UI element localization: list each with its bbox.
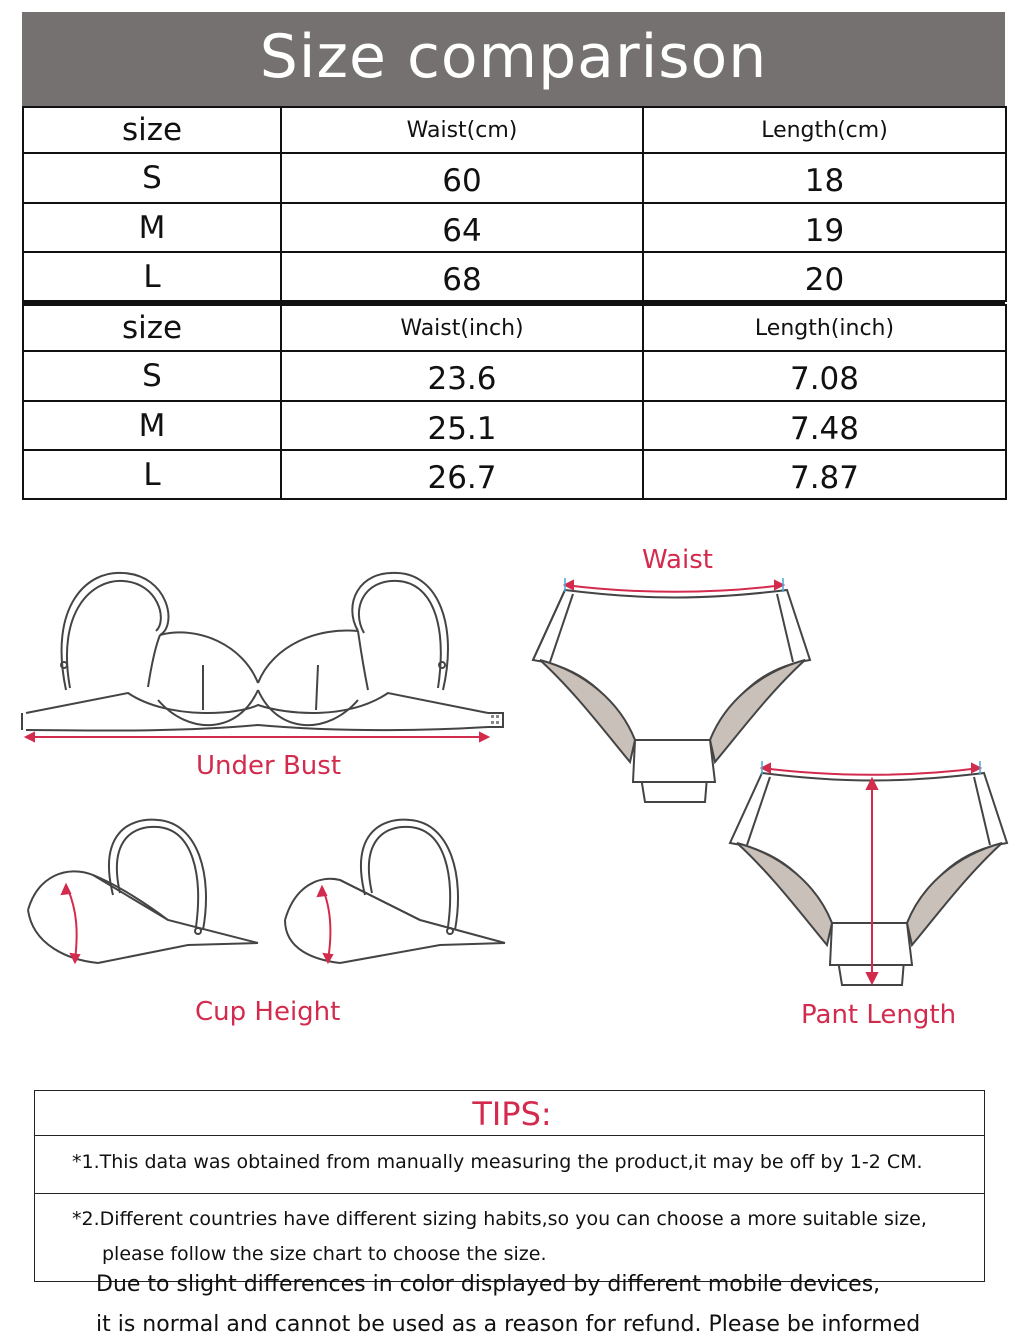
waist-cell: 26.7 <box>281 450 643 499</box>
tips-title: TIPS: <box>472 1095 552 1133</box>
waist-label: Waist <box>642 545 713 575</box>
under-bust-label: Under Bust <box>196 751 342 781</box>
size-cell: S <box>23 153 281 203</box>
footnote-line-2: it is normal and cannot be used as a reason for refund. Please be informed <box>96 1312 921 1337</box>
table-row <box>23 351 1006 401</box>
column-header: size <box>23 107 281 153</box>
table-header-row <box>23 305 1006 351</box>
tip-1-text: *1.This data was obtained from manually measuring the product,it may be off by 1-2 CM. <box>72 1151 923 1173</box>
table-row <box>23 401 1006 450</box>
length-cell: 20 <box>643 252 1006 301</box>
footnote-line-1: Due to slight differences in color displayed by different mobile devices, <box>96 1272 881 1297</box>
pant-length-label: Pant Length <box>801 1000 957 1030</box>
table-row <box>23 450 1006 499</box>
column-header: Waist(inch) <box>281 305 643 351</box>
table-row <box>23 252 1006 301</box>
waist-cell: 68 <box>281 252 643 301</box>
waist-cell: 23.6 <box>281 351 643 401</box>
cup-side-illustration-left <box>18 815 258 975</box>
column-header: Length(cm) <box>643 107 1006 153</box>
panty-length-illustration <box>722 755 1022 995</box>
size-table-inch <box>22 304 1007 500</box>
size-table-cm <box>22 106 1007 302</box>
bra-front-illustration <box>18 565 518 750</box>
size-cell: L <box>23 450 281 499</box>
length-cell: 7.87 <box>643 450 1006 499</box>
tip-2-text-continued: please follow the size chart to choose the size. <box>102 1243 547 1265</box>
cup-side-illustration-right <box>280 815 520 975</box>
table-row <box>23 153 1006 203</box>
size-cell: M <box>23 401 281 450</box>
length-cell: 18 <box>643 153 1006 203</box>
size-cell: L <box>23 252 281 301</box>
table-header-row <box>23 107 1006 153</box>
tip-2-text: *2.Different countries have different sizing habits,so you can choose a more suitable size, <box>72 1208 927 1230</box>
page-title: Size comparison <box>22 12 1005 106</box>
waist-cell: 60 <box>281 153 643 203</box>
column-header: Waist(cm) <box>281 107 643 153</box>
size-cell: M <box>23 203 281 252</box>
cup-height-label: Cup Height <box>195 997 341 1027</box>
waist-cell: 64 <box>281 203 643 252</box>
waist-cell: 25.1 <box>281 401 643 450</box>
column-header: Length(inch) <box>643 305 1006 351</box>
size-cell: S <box>23 351 281 401</box>
column-header: size <box>23 305 281 351</box>
length-cell: 7.48 <box>643 401 1006 450</box>
length-cell: 19 <box>643 203 1006 252</box>
length-cell: 7.08 <box>643 351 1006 401</box>
table-row <box>23 203 1006 252</box>
